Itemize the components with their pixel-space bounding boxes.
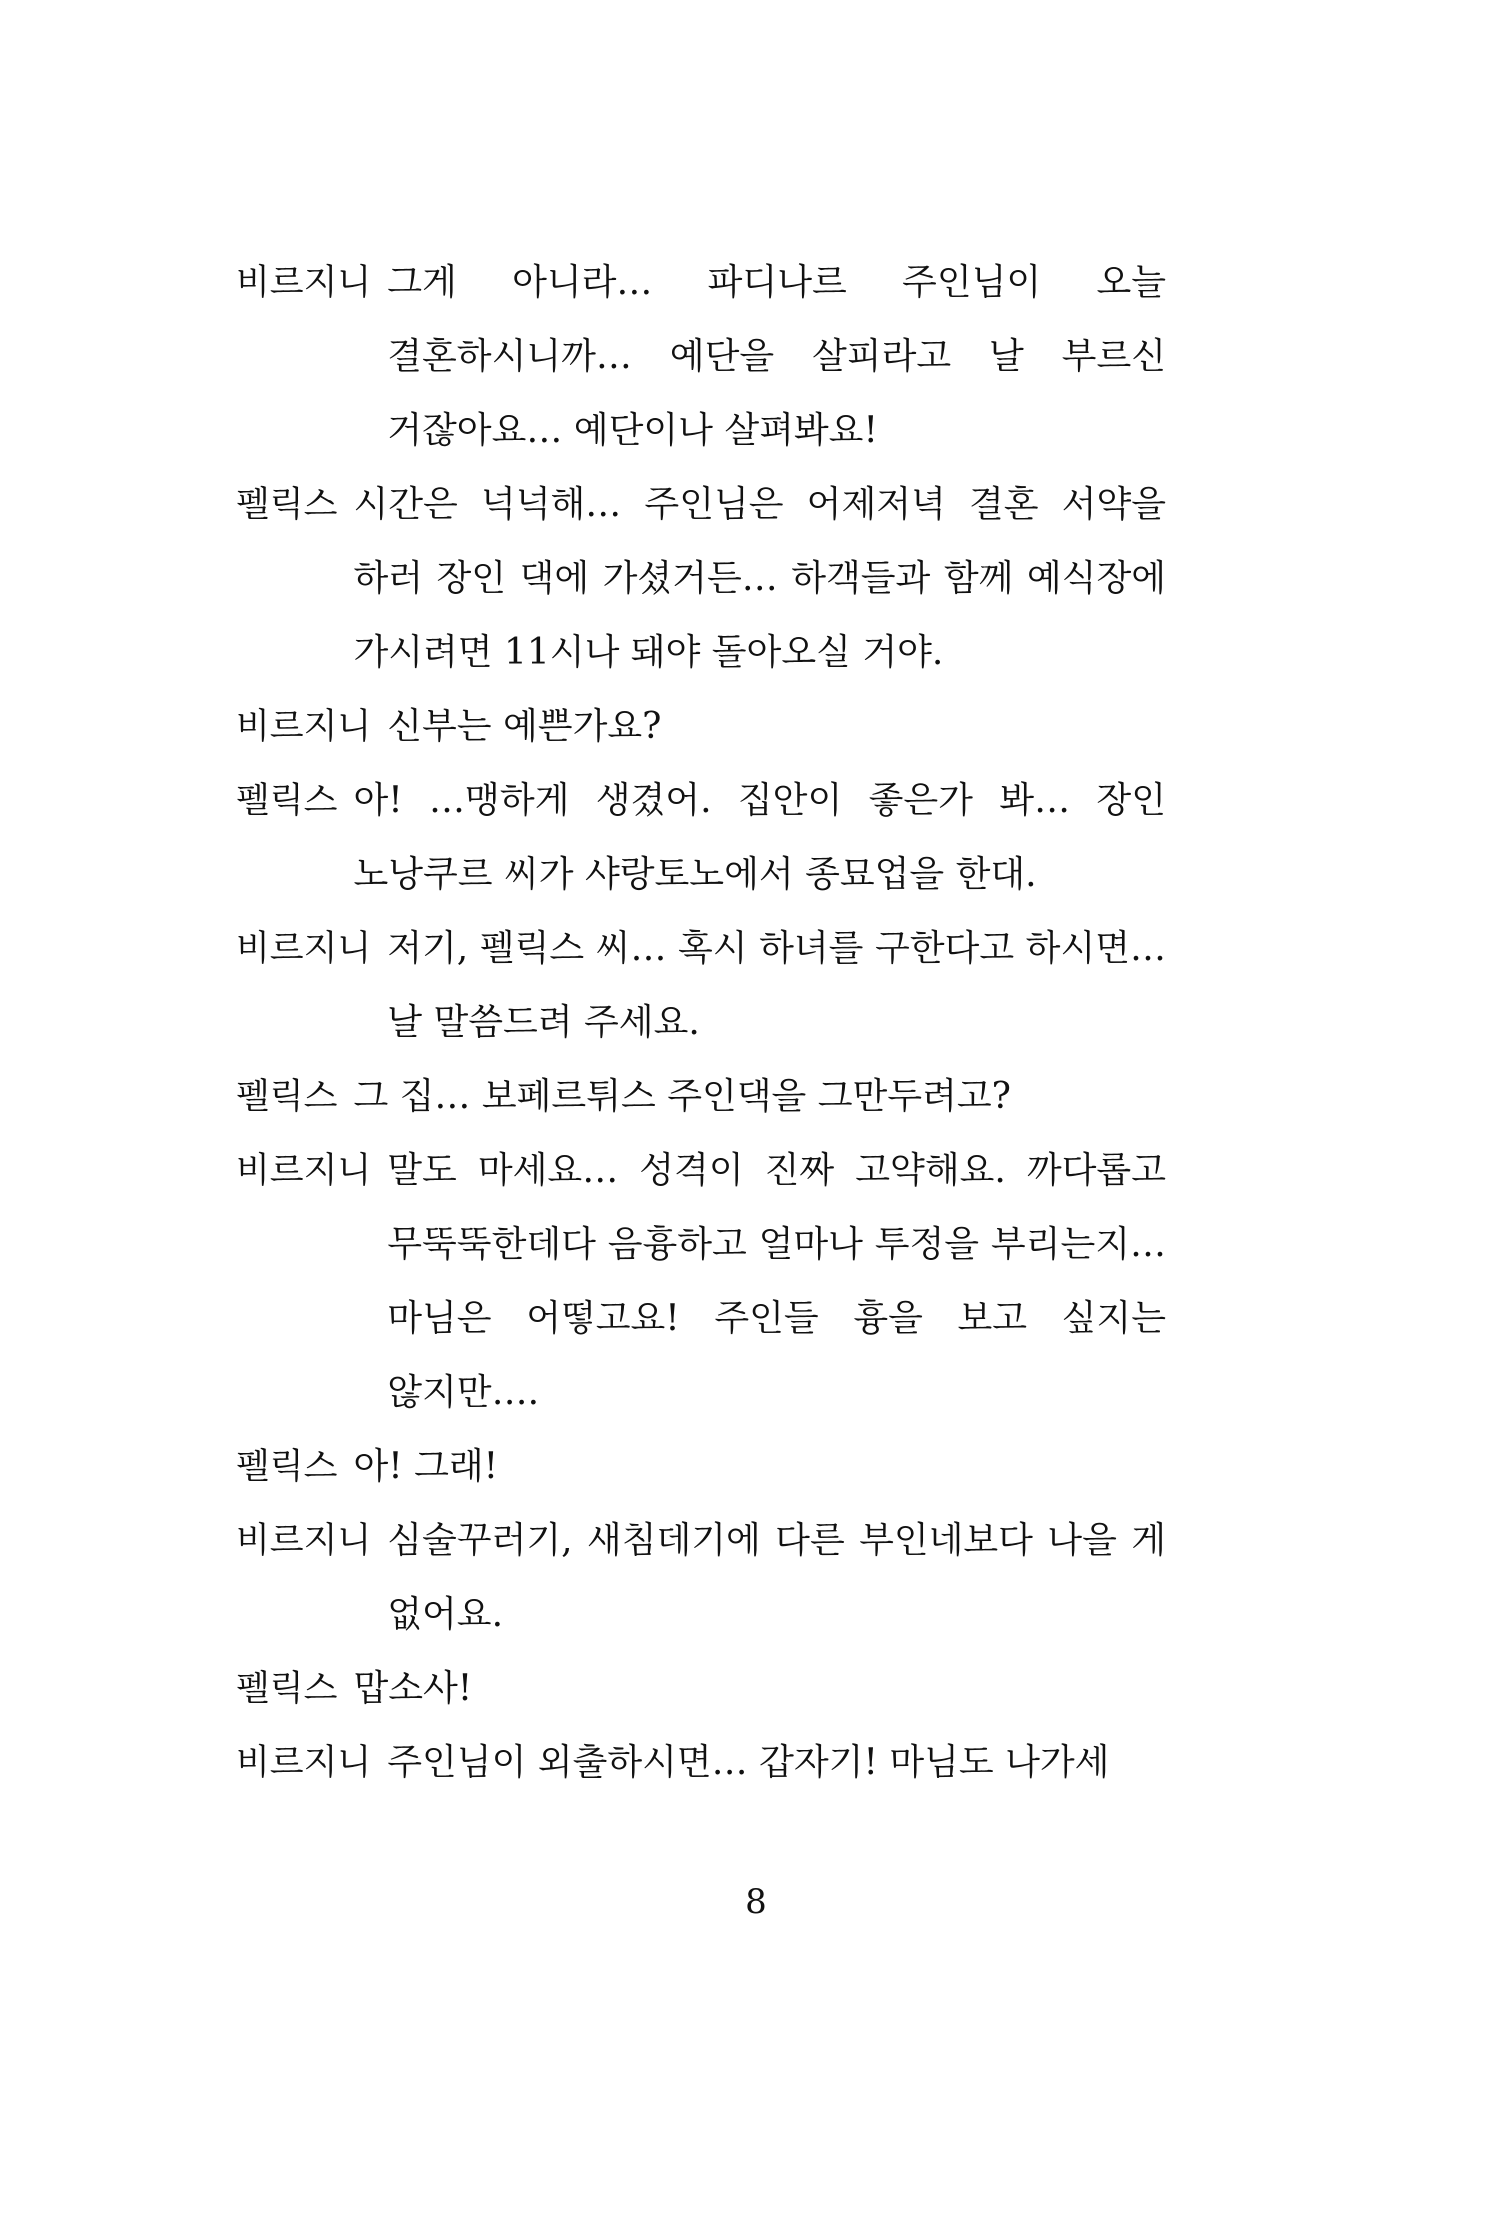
dialogue-entry — [236, 1430, 1166, 1504]
speaker-name: 펠릭스 — [236, 485, 338, 525]
dialogue-line: 주인님이 외출하시면… 갑자기! 마님도 나가세 — [387, 1742, 1110, 1783]
dialogue-entry — [236, 1504, 1166, 1652]
speaker-name: 비르지니 — [236, 263, 372, 303]
speaker-name: 펠릭스 — [236, 781, 338, 821]
dialogue-entry — [236, 1652, 1166, 1726]
speaker-name: 펠릭스 — [236, 1077, 338, 1117]
dialogue-line: 그게 아니라… 파디나르 주인님이 오늘 결혼하시니까… 예단을 살피라고 날 부르신 거잖아요… 예단이나 살펴봐요! — [387, 262, 1166, 451]
dialogue-entry — [236, 1060, 1166, 1134]
dialogue-entry — [236, 764, 1166, 912]
speaker-name: 펠릭스 — [236, 1669, 338, 1709]
dialogue-entry — [236, 912, 1166, 1060]
dialogue-line: 맙소사! — [353, 1668, 473, 1709]
dialogue-entry — [236, 1726, 1166, 1800]
page-number: 8 — [745, 1882, 767, 1922]
dialogue-line: 시간은 넉넉해… 주인님은 어제저녁 결혼 서약을 하러 장인 댁에 가셨거든… 하객들과 함께 예식장에 가시려면 11시나 돼야 돌아오실 거야. — [353, 484, 1166, 673]
speaker-name: 비르지니 — [236, 1521, 372, 1561]
dialogue-line: 말도 마세요… 성격이 진짜 고약해요. 까다롭고 무뚝뚝한데다 음흉하고 얼마나 투정을 부리는지… 마님은 어떻고요! 주인들 흉을 보고 싶지는 않지만…. — [387, 1150, 1166, 1413]
dialogue-line: 저기, 펠릭스 씨… 혹시 하녀를 구한다고 하시면… 날 말씀드려 주세요. — [387, 928, 1166, 1043]
dialogue-line: 그 집… 보페르튀스 주인댁을 그만두려고? — [353, 1076, 1011, 1117]
speaker-name: 비르지니 — [236, 1151, 372, 1191]
dialogue-line: 심술꾸러기, 새침데기에 다른 부인네보다 나을 게 없어요. — [387, 1520, 1166, 1635]
speaker-name: 비르지니 — [236, 707, 372, 747]
dialogue-line: 아! 그래! — [353, 1446, 499, 1487]
dialogue-line: 신부는 예쁜가요? — [387, 706, 662, 747]
script-dialogue — [236, 246, 1166, 1800]
dialogue-entry — [236, 690, 1166, 764]
dialogue-entry — [236, 468, 1166, 690]
dialogue-entry — [236, 1134, 1166, 1430]
speaker-name: 펠릭스 — [236, 1447, 338, 1487]
dialogue-line: 아! …맹하게 생겼어. 집안이 좋은가 봐… 장인 노낭쿠르 씨가 샤랑토노에서 종묘업을 한대. — [353, 780, 1166, 895]
speaker-name: 비르지니 — [236, 929, 372, 969]
dialogue-entry — [236, 246, 1166, 468]
speaker-name: 비르지니 — [236, 1743, 372, 1783]
